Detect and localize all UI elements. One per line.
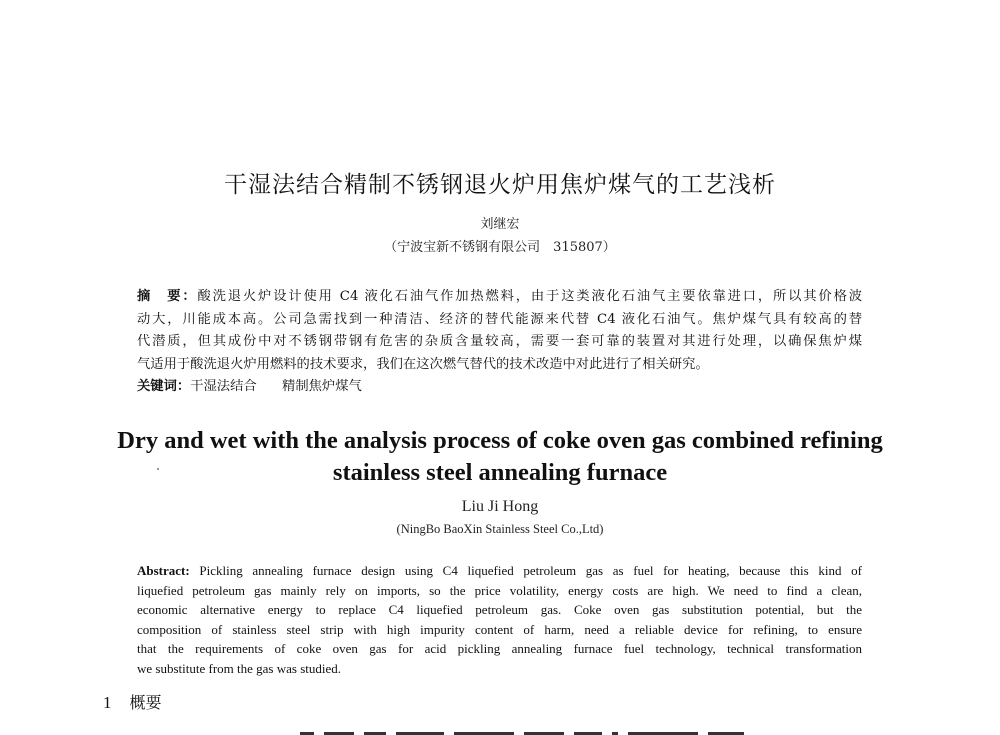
chinese-affiliation: （宁波宝新不锈钢有限公司 315807）	[384, 240, 616, 255]
english-abstract-line: economic alternative energy to replace C4 liquefied petroleum gas. Coke oven gas substitution potential, but the	[137, 602, 862, 618]
english-affiliation: (NingBo BaoXin Stainless Steel Co.,Ltd)	[396, 522, 604, 536]
chinese-abstract-label: 摘 要：	[137, 289, 198, 304]
section-heading	[103, 690, 162, 713]
chinese-keywords	[137, 375, 362, 394]
chinese-abstract-line: 动大，川能成本高。公司急需找到一种清洁、经济的替代能源来代替 C4 液化石油气。焦炉煤气具有较高的替	[137, 311, 862, 327]
chinese-abstract-line: 摘 要：酸洗退火炉设计使用 C4 液化石油气作加热燃料，由于这类液化石油气主要依靠进口，所以其价格波	[137, 289, 862, 304]
section-title: 概要	[129, 693, 162, 712]
keyword: 干湿法结合	[190, 379, 257, 394]
chinese-title: 干湿法结合精制不锈钢退火炉用焦炉煤气的工艺浅析	[224, 172, 776, 198]
english-author: Liu Ji Hong	[461, 498, 539, 515]
section-number: 1	[103, 693, 112, 712]
cut-off-text-line	[300, 728, 840, 735]
chinese-abstract	[137, 286, 862, 376]
chinese-author: 刘继宏	[480, 217, 520, 232]
english-abstract-line: composition of stainless steel strip with high impurity content of harm, need a reliable device for refining, to ensure	[137, 621, 862, 637]
english-abstract-line: Abstract: Pickling annealing furnace design using C4 liquefied petroleum gas as fuel for heating, because this kind of	[137, 563, 862, 578]
chinese-keywords-label: 关键词：	[137, 379, 191, 394]
chinese-abstract-line: 气适用于酸洗退火炉用燃料的技术要求，我们在这次燃气替代的技术改造中对此进行了相关研究。	[137, 356, 709, 372]
english-title: Dry and wet with the analysis process of coke oven gas combined refining stainless steel annealing furnace	[117, 427, 883, 486]
english-abstract-line: we substitute from the gas was studied.	[137, 660, 341, 676]
chinese-abstract-line: 代潜质，但其成份中对不锈钢带钢有危害的杂质含量较高，需要一套可靠的装置对其进行处理，以确保焦炉煤	[137, 334, 862, 349]
english-abstract-line: that the requirements of coke oven gas for acid pickling annealing furnace fuel technology, technical transformation	[137, 641, 862, 657]
english-abstract	[137, 561, 862, 679]
keyword: 精制焦炉煤气	[282, 379, 362, 394]
english-abstract-line: liquefied petroleum gas mainly rely on imports, so the price volatility, energy costs are high. We need to find a clean,	[137, 582, 862, 598]
english-abstract-label: Abstract:	[137, 563, 190, 578]
